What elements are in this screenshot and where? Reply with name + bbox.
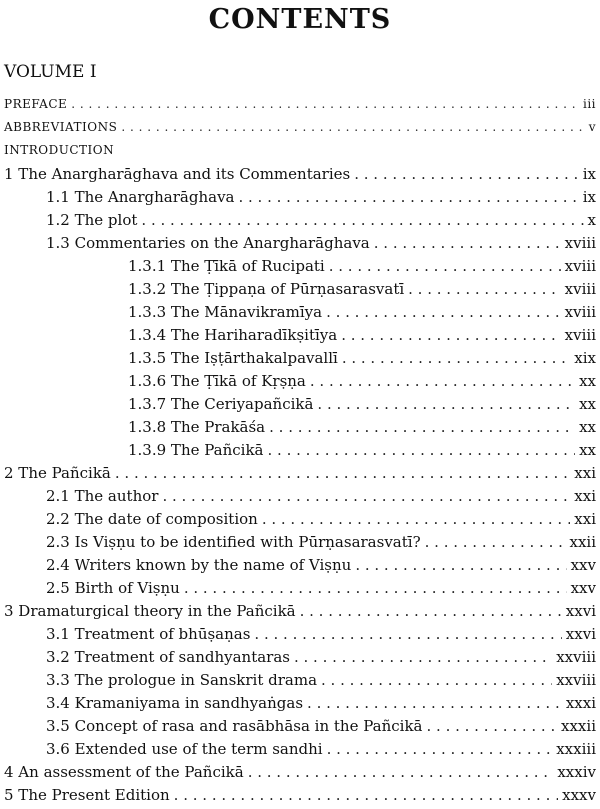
leader-dots bbox=[425, 533, 566, 551]
toc-entry-label: ABBREVIATIONS bbox=[4, 120, 118, 134]
toc-entry bbox=[0, 533, 600, 556]
toc-entry bbox=[0, 372, 600, 395]
toc-entry-page: xxvi bbox=[565, 625, 596, 643]
toc-entry bbox=[0, 257, 600, 280]
toc-entry-page: xviii bbox=[564, 257, 596, 275]
toc-entry-label: 1.3.1 The Ṭīkā of Rucipati bbox=[128, 257, 325, 275]
toc-entry bbox=[0, 143, 600, 165]
toc-entry-label: 1.3.3 The Mānavikramīya bbox=[128, 303, 323, 321]
toc-entry bbox=[0, 326, 600, 349]
toc-entry-page: xviii bbox=[564, 326, 596, 344]
toc-entry-label: 1.3.5 The Iṣṭārthakalpavallī bbox=[128, 349, 338, 367]
toc-entry-page: xxi bbox=[574, 510, 596, 528]
toc-entry-label: 2.1 The author bbox=[46, 487, 159, 505]
toc-entry-label: 1.3.9 The Pañcikā bbox=[128, 441, 264, 459]
toc-entry-page: xxvi bbox=[565, 602, 596, 620]
leader-dots bbox=[326, 303, 561, 321]
toc-entry bbox=[0, 579, 600, 602]
toc-entry-label: 1.3.7 The Ceriyapañcikā bbox=[128, 395, 314, 413]
leader-dots bbox=[262, 510, 570, 528]
toc-list bbox=[0, 97, 600, 809]
toc-entry-page: xxi bbox=[574, 487, 596, 505]
leader-dots bbox=[294, 648, 552, 666]
toc-entry-label: 2.5 Birth of Viṣṇu bbox=[46, 579, 180, 597]
leader-dots bbox=[121, 120, 584, 134]
toc-entry bbox=[0, 97, 600, 120]
leader-dots bbox=[300, 602, 562, 620]
toc-entry-page: xxxii bbox=[561, 717, 596, 735]
toc-entry-label: 1 The Anargharāghava and its Commentaries bbox=[4, 165, 351, 183]
toc-entry bbox=[0, 280, 600, 303]
toc-entry-page: iii bbox=[582, 97, 596, 111]
toc-entry-page: xx bbox=[579, 395, 596, 413]
leader-dots bbox=[115, 464, 570, 482]
toc-entry bbox=[0, 464, 600, 487]
toc-entry-label: 1.2 The plot bbox=[46, 211, 138, 229]
leader-dots bbox=[427, 717, 558, 735]
toc-entry-label: 1.3 Commentaries on the Anargharāghava bbox=[46, 234, 370, 252]
toc-entry-label: 1.3.6 The Ṭīkā of Kṛṣṇa bbox=[128, 372, 306, 390]
leader-dots bbox=[254, 625, 561, 643]
toc-entry bbox=[0, 211, 600, 234]
toc-entry bbox=[0, 165, 600, 188]
toc-entry-page: xxxiii bbox=[556, 740, 596, 758]
toc-entry-label: 3.2 Treatment of sandhyantaras bbox=[46, 648, 290, 666]
toc-entry-label: 2 The Pañcikā bbox=[4, 464, 111, 482]
toc-entry-label: 3.3 The prologue in Sanskrit drama bbox=[46, 671, 318, 689]
toc-entry bbox=[0, 395, 600, 418]
toc-entry bbox=[0, 234, 600, 257]
toc-entry bbox=[0, 786, 600, 809]
leader-dots bbox=[141, 211, 583, 229]
toc-entry bbox=[0, 487, 600, 510]
toc-entry-page: ix bbox=[582, 188, 596, 206]
toc-entry bbox=[0, 763, 600, 786]
toc-entry-label: PREFACE bbox=[4, 97, 68, 111]
toc-entry-page: xviii bbox=[564, 303, 596, 321]
leader-dots bbox=[342, 349, 570, 367]
toc-entry-label: 3.1 Treatment of bhūṣaṇas bbox=[46, 625, 251, 643]
leader-dots bbox=[321, 671, 552, 689]
leader-dots bbox=[238, 188, 578, 206]
toc-entry-page: xxxiv bbox=[557, 763, 596, 781]
toc-entry bbox=[0, 717, 600, 740]
leader-dots bbox=[310, 372, 575, 390]
toc-entry-page: xxv bbox=[570, 556, 596, 574]
toc-entry-label: 3 Dramaturgical theory in the Pañcikā bbox=[4, 602, 296, 620]
leader-dots bbox=[71, 97, 579, 111]
toc-entry-page: xx bbox=[579, 418, 596, 436]
toc-entry-label: 4 An assessment of the Pañcikā bbox=[4, 763, 244, 781]
leader-dots bbox=[317, 395, 575, 413]
toc-entry-label: 2.3 Is Viṣṇu to be identified with Pūrṇasarasvatī? bbox=[46, 533, 421, 551]
toc-entry bbox=[0, 441, 600, 464]
leader-dots bbox=[355, 556, 566, 574]
toc-entry-page: xxviii bbox=[556, 648, 596, 666]
leader-dots bbox=[268, 441, 576, 459]
toc-entry bbox=[0, 671, 600, 694]
volume-heading: VOLUME I bbox=[4, 62, 97, 82]
toc-entry-page: ix bbox=[582, 165, 596, 183]
leader-dots bbox=[248, 763, 554, 781]
toc-entry-label: 3.5 Concept of rasa and rasābhāsa in the Pañcikā bbox=[46, 717, 423, 735]
toc-entry-label: 1.1 The Anargharāghava bbox=[46, 188, 235, 206]
toc-entry bbox=[0, 418, 600, 441]
toc-entry bbox=[0, 694, 600, 717]
toc-entry bbox=[0, 740, 600, 763]
toc-entry bbox=[0, 625, 600, 648]
leader-dots bbox=[329, 257, 561, 275]
toc-entry bbox=[0, 349, 600, 372]
toc-entry-label: 2.2 The date of composition bbox=[46, 510, 258, 528]
toc-entry bbox=[0, 602, 600, 625]
toc-entry bbox=[0, 303, 600, 326]
leader-dots bbox=[354, 165, 579, 183]
page-title: CONTENTS bbox=[208, 4, 392, 35]
toc-entry-page: xxviii bbox=[556, 671, 596, 689]
toc-entry-label: 1.3.8 The Prakāśa bbox=[128, 418, 266, 436]
toc-entry-page: v bbox=[588, 120, 596, 134]
toc-entry bbox=[0, 556, 600, 579]
toc-entry bbox=[0, 188, 600, 211]
leader-dots bbox=[307, 694, 562, 712]
toc-entry-label: 1.3.4 The Hariharadīkṣitīya bbox=[128, 326, 338, 344]
toc-entry-page: xviii bbox=[564, 234, 596, 252]
toc-entry-label: 3.6 Extended use of the term sandhi bbox=[46, 740, 323, 758]
toc-entry-page: xxxi bbox=[565, 694, 596, 712]
toc-entry-label: 1.3.2 The Ṭippaṇa of Pūrṇasarasvatī bbox=[128, 280, 405, 298]
toc-entry-page: xxv bbox=[570, 579, 596, 597]
toc-entry-label: 2.4 Writers known by the name of Viṣṇu bbox=[46, 556, 352, 574]
toc-entry-page: xx bbox=[579, 372, 596, 390]
toc-entry-page: xx bbox=[579, 441, 596, 459]
leader-dots bbox=[269, 418, 575, 436]
leader-dots bbox=[162, 487, 570, 505]
toc-entry-page: xviii bbox=[564, 280, 596, 298]
toc-entry bbox=[0, 120, 600, 143]
leader-dots bbox=[184, 579, 567, 597]
toc-entry-page: xix bbox=[574, 349, 596, 367]
toc-entry bbox=[0, 510, 600, 533]
leader-dots bbox=[408, 280, 561, 298]
toc-entry-label: 5 The Present Edition bbox=[4, 786, 170, 804]
leader-dots bbox=[327, 740, 553, 758]
toc-entry bbox=[0, 648, 600, 671]
leader-dots bbox=[374, 234, 561, 252]
toc-entry-page: xxxv bbox=[562, 786, 596, 804]
toc-entry-label: 3.4 Kramaniyama in sandhyaṅgas bbox=[46, 694, 304, 712]
toc-entry-page: xxi bbox=[574, 464, 596, 482]
toc-entry-page: x bbox=[587, 211, 596, 229]
leader-dots bbox=[341, 326, 560, 344]
toc-entry-page: xxii bbox=[569, 533, 596, 551]
toc-entry-label: INTRODUCTION bbox=[4, 143, 115, 157]
